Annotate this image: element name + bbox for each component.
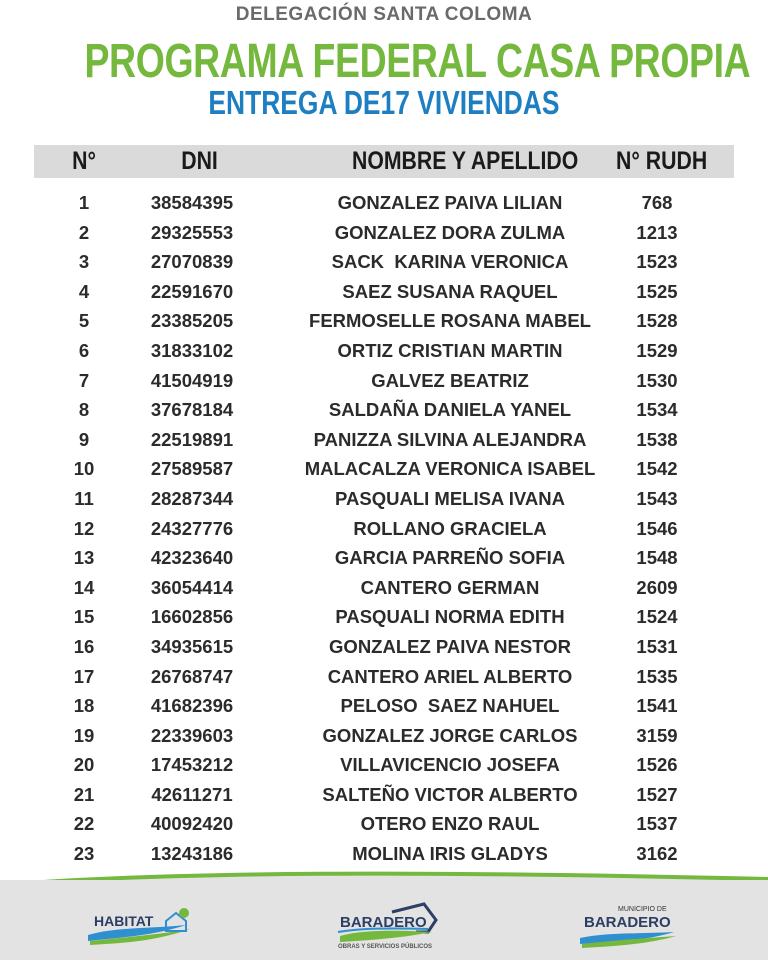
- table-row: [0, 425, 768, 455]
- row-number: 21: [73, 783, 95, 805]
- row-name: GALVEZ BEATRIZ: [371, 369, 529, 391]
- row-number: 13: [73, 547, 95, 569]
- row-name: SACK KARINA VERONICA: [331, 251, 569, 273]
- row-name: PASQUALI NORMA EDITH: [335, 606, 565, 628]
- row-dni: 31833102: [150, 339, 234, 361]
- row-name: FERMOSELLE ROSANA MABEL: [309, 310, 591, 332]
- row-rudh: 1541: [636, 695, 678, 717]
- row-dni: 34935615: [150, 635, 234, 657]
- table-row: [0, 366, 768, 396]
- table-row: [0, 602, 768, 632]
- delivery-subtitle: ENTREGA DE17 VIVIENDAS: [208, 84, 560, 121]
- row-rudh: 1535: [636, 665, 678, 687]
- row-dni: 26768747: [150, 665, 234, 687]
- row-dni: 40092420: [150, 813, 234, 835]
- row-number: 22: [73, 813, 95, 835]
- table-row: [0, 306, 768, 336]
- row-dni: 13243186: [150, 843, 234, 865]
- column-header-name: NOMBRE Y APELLIDO: [351, 147, 579, 175]
- row-dni: 22519891: [150, 428, 234, 450]
- row-dni: 29325553: [150, 221, 234, 243]
- row-rudh: 1548: [636, 547, 678, 569]
- table-row: [0, 395, 768, 425]
- municipio-wave-icon: [578, 930, 678, 950]
- row-number: 6: [78, 339, 90, 361]
- row-number: 2: [78, 221, 90, 243]
- row-name: OTERO ENZO RAUL: [360, 813, 540, 835]
- table-row: [0, 721, 768, 751]
- row-rudh: 1538: [636, 428, 678, 450]
- row-dni: 42611271: [151, 783, 233, 805]
- table-row: [0, 839, 768, 869]
- row-number: 7: [78, 369, 90, 391]
- table-row: [0, 277, 768, 307]
- row-number: 20: [73, 754, 95, 776]
- row-dni: 28287344: [150, 487, 234, 509]
- row-dni: 17453212: [150, 754, 234, 776]
- row-rudh: 1527: [636, 783, 678, 805]
- row-rudh: 1525: [636, 280, 678, 302]
- row-rudh: 1528: [636, 310, 678, 332]
- column-header-dni: DNI: [181, 147, 218, 175]
- row-rudh: 1529: [636, 339, 678, 361]
- row-name: SALDAÑA DANIELA YANEL: [328, 399, 572, 421]
- row-dni: 22339603: [150, 724, 234, 746]
- row-dni: 36054414: [150, 576, 234, 598]
- row-number: 3: [78, 251, 90, 273]
- row-dni: 41682396: [150, 695, 234, 717]
- table-row: [0, 188, 768, 218]
- column-header-rudh: N° RUDH: [616, 147, 708, 175]
- table-row: [0, 543, 768, 573]
- row-number: 8: [78, 399, 90, 421]
- habitat-logo: [86, 905, 196, 945]
- row-dni: 27589587: [150, 458, 234, 480]
- row-number: 9: [78, 428, 90, 450]
- row-name: ROLLANO GRACIELA: [353, 517, 547, 539]
- row-name: PELOSO SAEZ NAHUEL: [340, 695, 560, 717]
- row-number: 5: [78, 310, 90, 332]
- table-row: [0, 662, 768, 692]
- row-number: 17: [73, 665, 95, 687]
- row-name: SALTEÑO VICTOR ALBERTO: [322, 783, 578, 805]
- row-dni: 38584395: [150, 192, 234, 213]
- table-row: [0, 691, 768, 721]
- column-header-num: N°: [72, 147, 96, 175]
- row-name: MOLINA IRIS GLADYS: [352, 843, 548, 865]
- row-rudh: 1534: [636, 399, 678, 421]
- obras-servicios-text: OBRAS Y SERVICIOS PÚBLICOS: [338, 944, 433, 950]
- table-row: [0, 514, 768, 544]
- row-dni: 41504919: [150, 369, 234, 391]
- row-name: GONZALEZ DORA ZULMA: [334, 221, 566, 243]
- municipio-logo-text: BARADERO: [584, 914, 671, 931]
- row-rudh: 2609: [636, 576, 678, 598]
- table-header: [34, 145, 734, 178]
- row-name: MALACALZA VERONICA ISABEL: [304, 458, 596, 480]
- row-number: 4: [78, 280, 90, 302]
- row-dni: 27070839: [150, 251, 234, 273]
- row-number: 1: [78, 192, 90, 213]
- municipio-small-text: MUNICIPIO DE: [618, 906, 667, 913]
- row-dni: 42323640: [150, 547, 234, 569]
- row-rudh: 3162: [636, 843, 678, 865]
- row-name: GONZALEZ PAIVA NESTOR: [329, 635, 571, 657]
- row-name: GONZALEZ JORGE CARLOS: [322, 724, 578, 746]
- row-number: 11: [74, 487, 94, 509]
- row-number: 15: [73, 606, 95, 628]
- row-name: CANTERO GERMAN: [360, 576, 540, 598]
- row-number: 19: [73, 724, 95, 746]
- row-rudh: 1523: [636, 251, 678, 273]
- row-rudh: 1546: [636, 517, 678, 539]
- row-rudh: 1537: [636, 813, 678, 835]
- row-rudh: 1213: [636, 221, 678, 243]
- row-number: 10: [73, 458, 95, 480]
- program-title: PROGRAMA FEDERAL CASA PROPIA: [84, 35, 751, 88]
- table-row: [0, 809, 768, 839]
- row-rudh: 1526: [636, 754, 678, 776]
- table-row: [0, 336, 768, 366]
- row-rudh: 1542: [636, 458, 678, 480]
- row-name: GONZALEZ PAIVA LILIAN: [337, 192, 563, 213]
- habitat-logo-text: HABITAT: [94, 913, 154, 929]
- table-row: [0, 573, 768, 603]
- row-rudh: 768: [641, 192, 673, 213]
- municipio-logo: [578, 906, 678, 950]
- row-rudh: 1531: [636, 635, 678, 657]
- baradero-obras-logo: [332, 902, 440, 954]
- row-name: SAEZ SUSANA RAQUEL: [342, 280, 558, 302]
- row-number: 14: [73, 576, 95, 598]
- row-number: 12: [73, 517, 95, 539]
- table-row: [0, 247, 768, 277]
- row-dni: 37678184: [150, 399, 234, 421]
- baradero-obras-text: BARADERO: [340, 914, 427, 931]
- row-number: 16: [73, 635, 95, 657]
- row-name: VILLAVICENCIO JOSEFA: [340, 754, 560, 776]
- table-row: [0, 780, 768, 810]
- row-rudh: 1543: [636, 487, 678, 509]
- row-number: 23: [73, 843, 95, 865]
- table-row: [0, 218, 768, 248]
- row-dni: 24327776: [150, 517, 234, 539]
- delegacion-title: DELEGACIÓN SANTA COLOMA: [235, 4, 533, 25]
- row-name: PASQUALI MELISA IVANA: [335, 487, 565, 509]
- row-name: CANTERO ARIEL ALBERTO: [327, 665, 573, 687]
- beneficiaries-table: [0, 188, 768, 869]
- row-dni: 16602856: [150, 606, 234, 628]
- row-name: GARCIA PARREÑO SOFIA: [334, 547, 566, 569]
- table-row: [0, 454, 768, 484]
- table-row: [0, 632, 768, 662]
- row-name: ORTIZ CRISTIAN MARTIN: [337, 339, 563, 361]
- row-rudh: 3159: [636, 724, 678, 746]
- row-name: PANIZZA SILVINA ALEJANDRA: [313, 428, 587, 450]
- row-dni: 23385205: [150, 310, 234, 332]
- table-row: [0, 484, 768, 514]
- row-dni: 22591670: [150, 280, 234, 302]
- row-rudh: 1524: [636, 606, 678, 628]
- row-number: 18: [73, 695, 95, 717]
- table-row: [0, 750, 768, 780]
- row-rudh: 1530: [636, 369, 678, 391]
